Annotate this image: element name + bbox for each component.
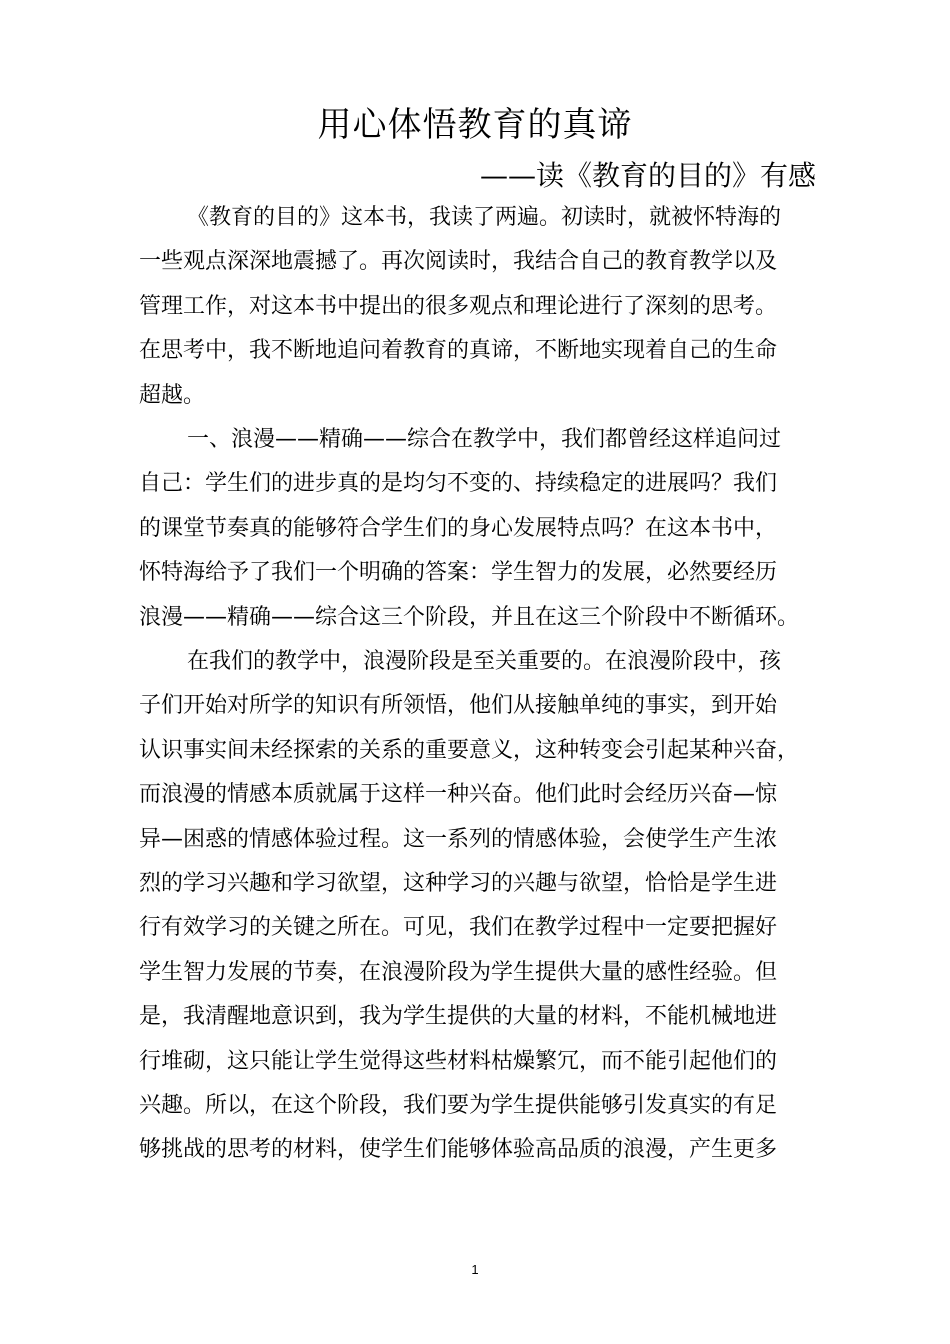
text-line: 浪漫——精确——综合这三个阶段，并且在这三个阶段中不断循环。 <box>139 604 800 630</box>
text-line: 一、浪漫——精确——综合在教学中，我们都曾经这样追问过 <box>187 427 782 452</box>
page-title: 用心体悟教育的真谛 <box>317 105 633 145</box>
text-line: 是，我清醒地意识到，我为学生提供的大量的材料，不能机械地进 <box>139 1004 778 1030</box>
page-subtitle: ——读《教育的目的》有感 <box>479 159 816 192</box>
text-line: 在思考中，我不断地追问着教育的真谛，不断地实现着自己的生命 <box>139 338 778 364</box>
text-line: 够挑战的思考的材料，使学生们能够体验高品质的浪漫，产生更多 <box>139 1137 778 1163</box>
text-line: 行堆砌，这只能让学生觉得这些材料枯燥繁冗，而不能引起他们的 <box>139 1048 778 1074</box>
text-line: 的课堂节奏真的能够符合学生们的身心发展特点吗？在这本书中， <box>139 515 778 541</box>
text-line: 行有效学习的关键之所在。可见，我们在教学过程中一定要把握好 <box>139 915 778 941</box>
text-line: 在我们的教学中，浪漫阶段是至关重要的。在浪漫阶段中，孩 <box>187 649 782 674</box>
text-line: 烈的学习兴趣和学习欲望，这种学习的兴趣与欲望，恰恰是学生进 <box>139 871 778 896</box>
page-number: 1 <box>471 1262 479 1277</box>
text-line: 一些观点深深地震撼了。再次阅读时，我结合自己的教育教学以及 <box>139 249 778 275</box>
text-line: 学生智力发展的节奏，在浪漫阶段为学生提供大量的感性经验。但 <box>139 959 778 985</box>
text-line: 子们开始对所学的知识有所领悟，他们从接触单纯的事实，到开始 <box>139 693 778 719</box>
text-line: 管理工作，对这本书中提出的很多观点和理论进行了深刻的思考。 <box>139 293 778 319</box>
text-line: 而浪漫的情感本质就属于这样一种兴奋。他们此时会经历兴奋—惊 <box>139 782 778 808</box>
text-line: 《教育的目的》这本书，我读了两遍。初读时，就被怀特海的 <box>187 205 782 230</box>
text-line: 自己：学生们的进步真的是均匀不变的、持续稳定的进展吗？我们 <box>139 471 778 497</box>
text-line: 怀特海给予了我们一个明确的答案：学生智力的发展，必然要经历 <box>139 560 778 586</box>
text-line: 兴趣。所以，在这个阶段，我们要为学生提供能够引发真实的有足 <box>139 1093 778 1118</box>
text-line: 认识事实间未经探索的关系的重要意义，这种转变会引起某种兴奋， <box>139 737 800 763</box>
text-line: 异—困惑的情感体验过程。这一系列的情感体验，会使学生产生浓 <box>139 826 778 852</box>
text-line: 超越。 <box>139 382 206 408</box>
